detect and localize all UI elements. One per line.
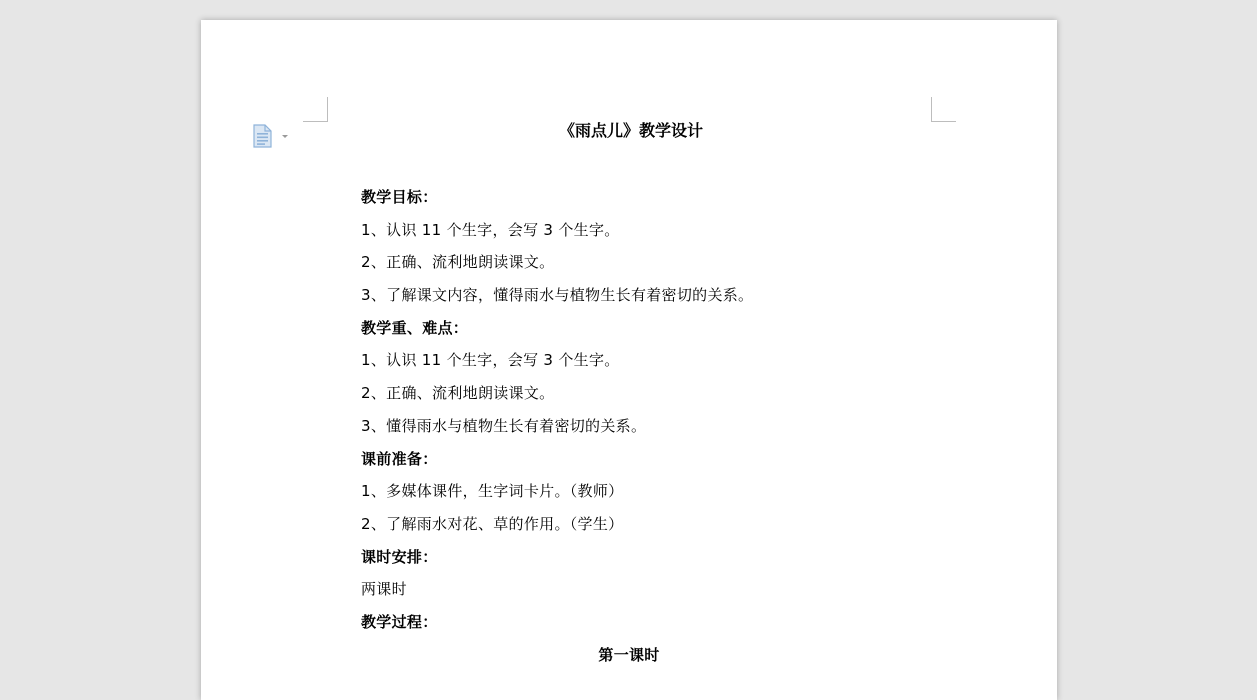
section-heading: 课时安排： — [361, 547, 438, 566]
document-title: 《雨点儿》教学设计 — [558, 121, 703, 140]
chevron-down-icon — [282, 135, 288, 138]
section-heading: 课前准备： — [361, 449, 438, 468]
margin-corner-top-left — [303, 97, 328, 122]
paragraph-line: 1、认识 11 个生字，会写 3 个生字。 — [361, 351, 620, 370]
section-heading: 第一课时 — [598, 645, 660, 664]
section-heading: 教学重、难点： — [361, 318, 469, 337]
paragraph-line: 1、多媒体课件，生字词卡片。（教师） — [361, 482, 624, 501]
margin-corner-top-right — [931, 97, 956, 122]
paragraph-line: 两课时 — [361, 580, 407, 599]
document-lines — [361, 181, 921, 671]
document-body — [361, 116, 921, 671]
paragraph-line: 1、认识 11 个生字，会写 3 个生字。 — [361, 220, 620, 239]
document-options-button[interactable] — [253, 124, 293, 148]
paragraph-line: 2、正确、流利地朗读课文。 — [361, 253, 555, 272]
section-heading: 教学目标： — [361, 188, 438, 206]
paragraph-line: 2、了解雨水对花、草的作用。（学生） — [361, 514, 624, 533]
paragraph-line: 2、正确、流利地朗读课文。 — [361, 384, 555, 403]
paragraph-line: 3、了解课文内容，懂得雨水与植物生长有着密切的关系。 — [361, 286, 754, 305]
paragraph-line: 3、懂得雨水与植物生长有着密切的关系。 — [361, 416, 647, 435]
document-options-icon — [254, 125, 271, 147]
section-heading: 教学过程： — [361, 612, 438, 631]
document-page — [201, 20, 1057, 700]
